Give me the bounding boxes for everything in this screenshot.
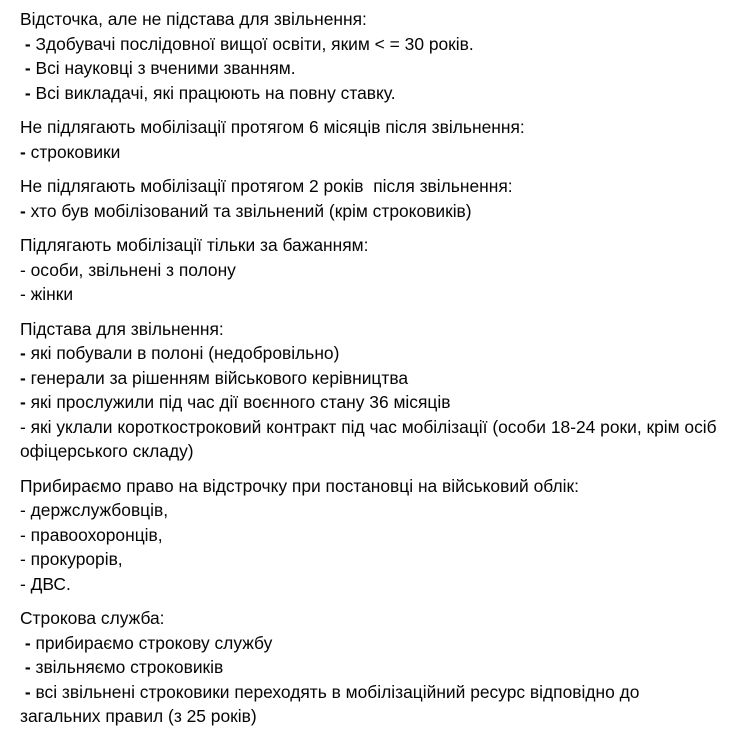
list-item [20, 498, 720, 523]
list-dash: - [20, 343, 31, 363]
list-item-text: які побували в полоні (недобровільно) [30, 343, 340, 363]
list-item [20, 572, 720, 597]
list-item-text: особи, звільнені з полону [30, 259, 236, 280]
list-item [20, 680, 720, 729]
section-heading: Не підлягають мобілізації протягом 6 місяців після звільнення: [20, 117, 525, 137]
list-item [20, 415, 720, 464]
list-item [20, 655, 720, 680]
list-dash: - [20, 82, 36, 103]
list-item-text: які уклали короткостроковий контракт під час мобілізації (особи 18-24 роки, крім осіб офіцерського складу) [20, 416, 722, 461]
list-dash: - [20, 416, 31, 437]
section-heading: Не підлягають мобілізації протягом 2 років після звільнення: [20, 176, 513, 196]
section-heading: Підстава для звільнення: [20, 318, 224, 339]
list-dash: - [20, 500, 31, 520]
section-heading: Підлягають мобілізації тільки за бажанням: [20, 235, 369, 255]
list-dash: - [20, 524, 31, 545]
list-item-text: звільняємо строковиків [35, 657, 224, 677]
list-item [20, 140, 720, 165]
section-voluntary [20, 233, 720, 307]
list-item-text: всі звільнені строковики переходять в мобілізаційний ресурс відповідно до загальних правил (з 25 років) [20, 681, 645, 726]
list-item [20, 81, 720, 106]
section-heading: Відсточка, але не підстава для звільнення: [20, 9, 367, 29]
list-dash: - [20, 573, 31, 594]
list-dash: - [20, 259, 31, 280]
list-item-text: прокурорів, [30, 549, 123, 569]
list-item-text: генерали за рішенням військового керівництва [30, 367, 409, 388]
list-item [20, 547, 720, 572]
list-item [20, 56, 720, 81]
list-dash: - [20, 200, 31, 221]
list-item-text: ДВС. [30, 573, 71, 594]
section-remove-deferral [20, 474, 720, 597]
list-item-text: хто був мобілізований та звільнений (крім строковиків) [30, 200, 472, 221]
list-dash: - [20, 681, 36, 702]
list-item-text: Всі викладачі, які працюють на повну ставку. [35, 82, 396, 103]
list-dash: - [20, 632, 36, 653]
section-heading: Прибираємо право на відстрочку при постановці на військовий облік: [20, 475, 579, 496]
section-deferral [20, 7, 720, 105]
list-item-text: Всі науковці з вченими званням. [35, 58, 296, 78]
list-item [20, 32, 720, 57]
list-item-text: Здобувачі послідовної вищої освіти, яким < = 30 років. [35, 33, 474, 54]
section-discharge-grounds [20, 317, 720, 464]
list-dash: - [20, 392, 31, 412]
list-dash: - [20, 141, 31, 162]
list-dash: - [20, 657, 36, 677]
post-body [20, 7, 720, 739]
list-item [20, 282, 720, 307]
list-dash: - [20, 284, 31, 304]
section-conscript-service [20, 606, 720, 729]
list-item-text: які прослужили під час дії воєнного стану 36 місяців [30, 392, 451, 412]
list-item [20, 199, 720, 224]
list-item [20, 258, 720, 283]
list-dash: - [20, 58, 36, 78]
list-item [20, 631, 720, 656]
list-item [20, 366, 720, 391]
list-item [20, 390, 720, 415]
list-item [20, 523, 720, 548]
list-item-text: строковики [30, 141, 121, 162]
list-item-text: правоохоронців, [30, 524, 163, 545]
list-dash: - [20, 33, 36, 54]
section-heading: Строкова служба: [20, 608, 165, 628]
list-dash: - [20, 549, 31, 569]
list-item-text: жінки [30, 284, 74, 304]
section-six-months [20, 115, 720, 164]
list-item-text: прибираємо строкову службу [35, 632, 273, 653]
list-dash: - [20, 367, 31, 388]
list-item-text: держслужбовців, [30, 500, 169, 520]
section-two-years [20, 174, 720, 223]
list-item [20, 341, 720, 366]
